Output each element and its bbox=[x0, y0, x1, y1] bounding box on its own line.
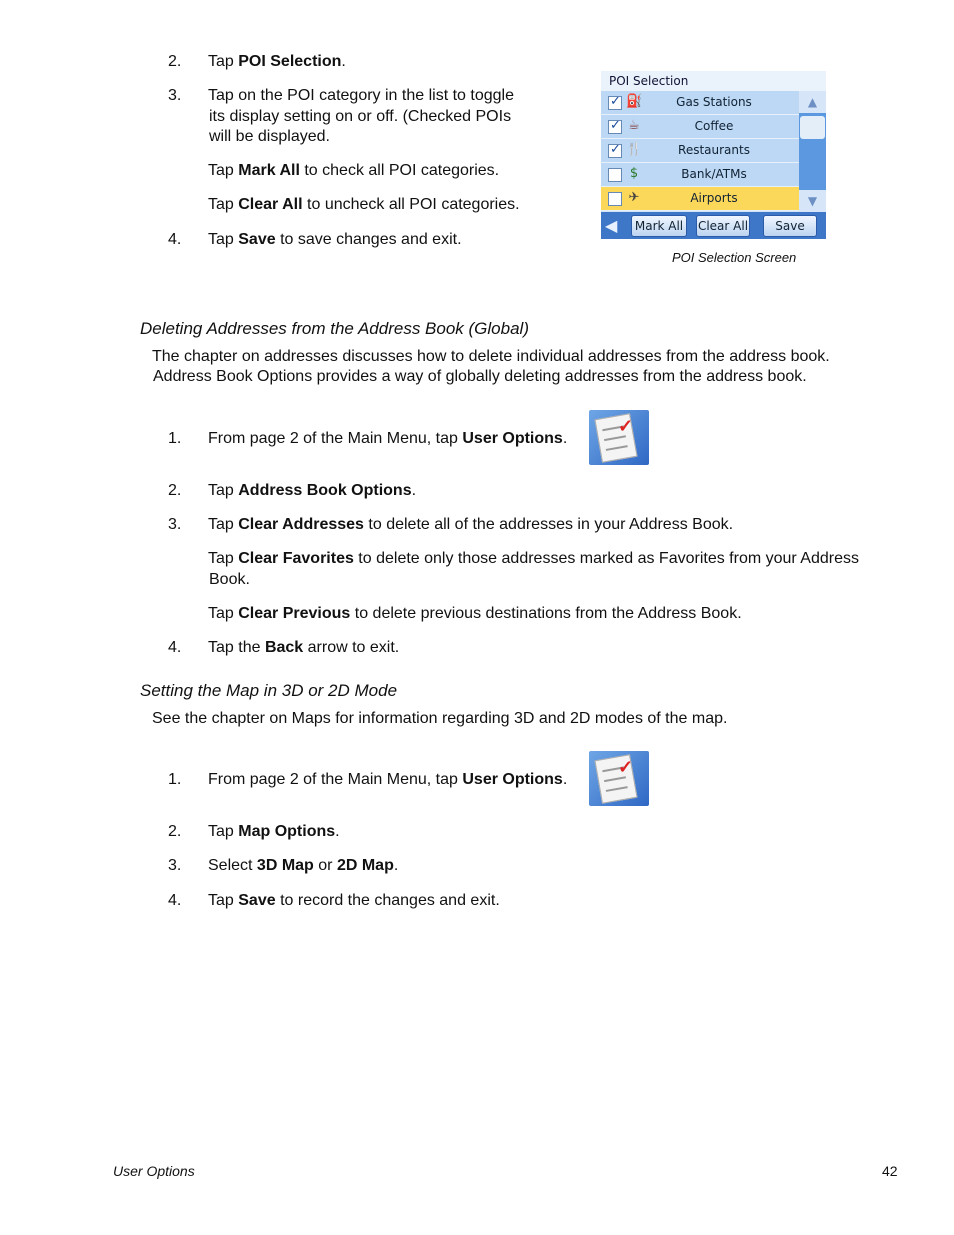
checkmark-icon: ✓ bbox=[610, 142, 621, 157]
coffee-cup-icon: ☕ bbox=[628, 118, 640, 133]
checkmark-icon: ✓ bbox=[610, 94, 621, 109]
mark-all-button[interactable]: Mark All bbox=[631, 215, 687, 237]
checkbox[interactable] bbox=[608, 120, 622, 134]
checkbox[interactable] bbox=[608, 144, 622, 158]
scroll-thumb[interactable] bbox=[800, 116, 825, 139]
save-button[interactable]: Save bbox=[763, 215, 817, 237]
section-heading-delete-addresses: Deleting Addresses from the Address Book (Global) bbox=[140, 319, 529, 338]
intro-line-2: Address Book Options provides a way of globally deleting addresses from the address book. bbox=[153, 368, 807, 385]
step-toggle-poi-line3: will be displayed. bbox=[209, 128, 330, 145]
user-options-icon: ✓ bbox=[589, 410, 649, 465]
scroll-up-icon[interactable]: ▲ bbox=[799, 91, 826, 113]
clear-all-instruction: Tap Clear All to uncheck all POI categories. bbox=[208, 196, 520, 213]
poi-row-restaurants[interactable]: ✓ 🍴 Restaurants bbox=[601, 139, 799, 163]
checkbox[interactable] bbox=[608, 168, 622, 182]
poi-row-gas-stations[interactable]: ✓ ⛽ Gas Stations bbox=[601, 91, 799, 115]
poi-row-bank-atms[interactable]: $ Bank/ATMs bbox=[601, 163, 799, 187]
poi-selection-screen bbox=[601, 71, 826, 239]
checkbox[interactable] bbox=[608, 96, 622, 110]
checkmark-icon: ✓ bbox=[610, 118, 621, 133]
airplane-icon: ✈ bbox=[628, 190, 640, 205]
figure-caption: POI Selection Screen bbox=[672, 250, 797, 265]
footer-section-name: User Options bbox=[113, 1163, 195, 1179]
step-toggle-poi-line2: its display setting on or off. (Checked POIs bbox=[209, 108, 512, 125]
gas-pump-icon: ⛽ bbox=[626, 94, 643, 109]
poi-row-coffee[interactable]: ✓ ☕ Coffee bbox=[601, 115, 799, 139]
bank-icon: $ bbox=[629, 166, 639, 181]
poi-row-airports[interactable]: ✈ Airports bbox=[601, 187, 799, 211]
clear-favorites-line2: Book. bbox=[209, 571, 250, 588]
user-options-icon: ✓ bbox=[589, 751, 649, 806]
scrollbar[interactable] bbox=[799, 91, 826, 212]
back-arrow-icon[interactable]: ◀ bbox=[605, 216, 618, 235]
scroll-down-icon[interactable]: ▼ bbox=[799, 190, 826, 212]
page-number: 42 bbox=[882, 1163, 898, 1179]
intro-line-1: The chapter on addresses discusses how to delete individual addresses from the address book. bbox=[152, 348, 830, 365]
checkbox[interactable] bbox=[608, 192, 622, 206]
section-heading-map-mode: Setting the Map in 3D or 2D Mode bbox=[140, 681, 398, 700]
clear-all-button[interactable]: Clear All bbox=[696, 215, 750, 237]
clear-previous-instruction: Tap Clear Previous to delete previous destinations from the Address Book. bbox=[208, 605, 742, 622]
mark-all-instruction: Tap Mark All to check all POI categories. bbox=[208, 162, 500, 179]
fork-knife-icon: 🍴 bbox=[626, 142, 643, 157]
map-intro: See the chapter on Maps for information regarding 3D and 2D modes of the map. bbox=[152, 710, 728, 727]
clear-favorites-instruction: Tap Clear Favorites to delete only those addresses marked as Favorites from your Address bbox=[208, 550, 859, 567]
poi-screen-title: POI Selection bbox=[601, 71, 826, 91]
poi-bottom-bar bbox=[601, 212, 826, 239]
